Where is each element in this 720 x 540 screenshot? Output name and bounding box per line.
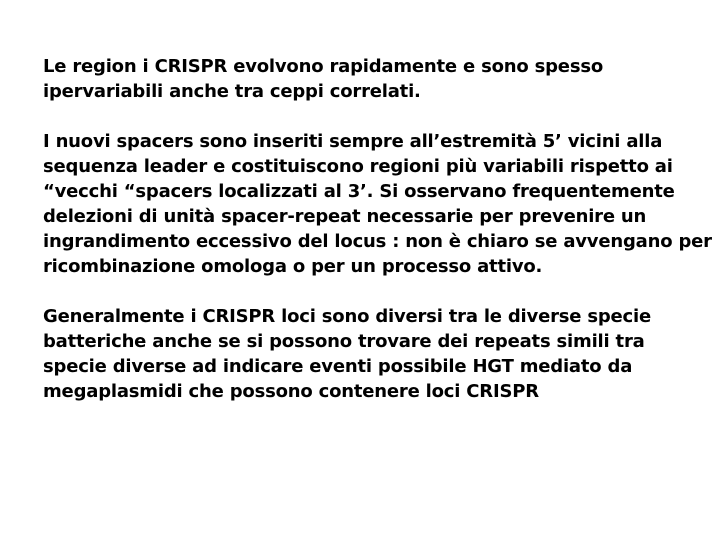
paragraph-intro [43,54,692,104]
text-line: specie diverse ad indicare eventi possibile HGT mediato da [43,356,633,377]
paragraph-hgt [43,304,692,404]
text-line: megaplasmidi che possono contenere loci CRISPR [43,381,539,402]
text-line: Le region i CRISPR evolvono rapidamente e sono spesso [43,56,604,77]
text-line: ricombinazione omologa o per un processo attivo. [43,256,543,277]
text-line: “vecchi “spacers localizzati al 3’. Si osservano frequentemente [43,181,675,202]
text-line: sequenza leader e costituiscono regioni più variabili rispetto ai [43,156,673,177]
text-line: ingrandimento eccessivo del locus : non è chiaro se avvengano per [43,231,712,252]
text-line: delezioni di unità spacer-repeat necessarie per prevenire un [43,206,647,227]
text-line: ipervariabili anche tra ceppi correlati. [43,81,421,102]
paragraph-spacers [43,129,712,279]
text-line: I nuovi spacers sono inseriti sempre all’estremità 5’ vicini alla [43,131,663,152]
text-line: Generalmente i CRISPR loci sono diversi tra le diverse specie [43,306,651,327]
text-line: batteriche anche se si possono trovare dei repeats simili tra [43,331,645,352]
